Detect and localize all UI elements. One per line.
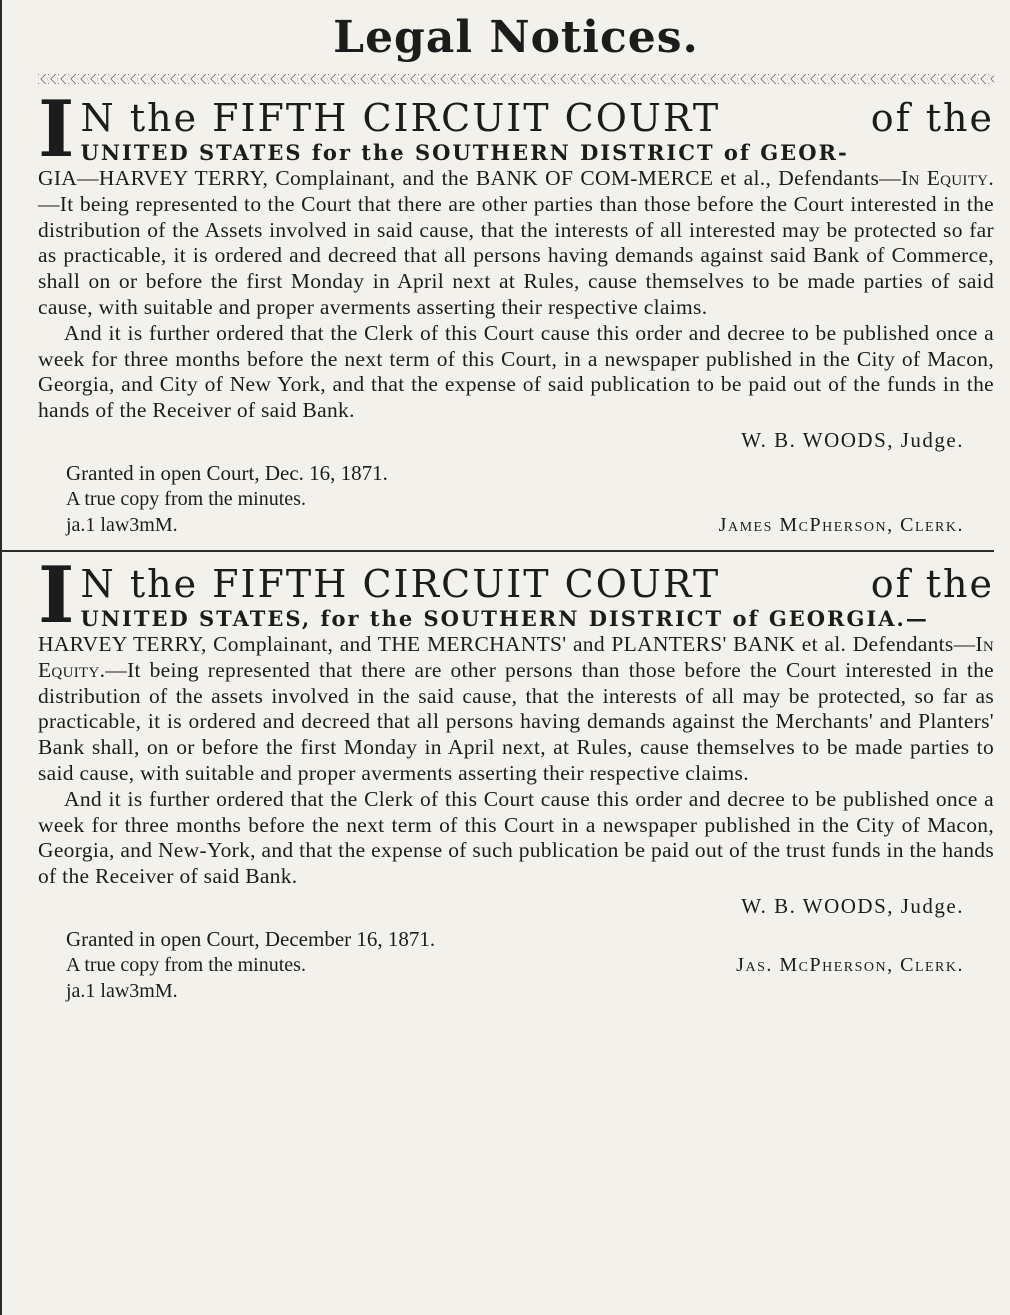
notice-paragraph-1: [38, 166, 994, 321]
judge-signature: W. B. WOODS, Judge.: [741, 427, 964, 452]
drop-cap: I: [38, 549, 75, 641]
true-copy-row: [38, 486, 994, 512]
granted-line: Granted in open Court, Dec. 16, 1871.: [66, 460, 388, 485]
notice-paragraph-2: And it is further ordered that the Clerk of this Court cause this order and decree to be published once a week for three months before the next term of this Court in a newspaper published in the City of Macon, Georgia, and New-York, and that the expense of such publication be paid out of the trust funds in the hands of the Receiver of said Bank.: [38, 786, 994, 889]
publication-ref: ja.1 law3mM.: [66, 513, 178, 536]
in-equity-text: In Equity.: [38, 631, 994, 682]
clerk-signature: James McPherson, Clerk.: [718, 513, 964, 536]
drop-cap: I: [38, 84, 75, 175]
court-title-main: N the FIFTH CIRCUIT COURT: [80, 561, 721, 606]
parties-text: HARVEY TERRY, Complainant, and THE MERCHANTS' and PLANTERS' BANK et al. Defendants—: [38, 631, 976, 656]
court-title: [81, 562, 995, 606]
true-copy-text: A true copy from the minutes.: [66, 487, 306, 510]
true-copy-row: [38, 952, 994, 978]
legal-notice-1: [38, 84, 994, 538]
legal-notice-2: [38, 549, 994, 1004]
wavy-rule: [38, 74, 994, 84]
notice-paragraph-2: And it is further ordered that the Clerk of this Court cause this order and decree to be published once a week for three months before the next term of this Court, in a newspaper published in the City of Macon, Georgia, and City of New York, and that the expense of said publication to be paid out of the funds in the hands of the Receiver of said Bank.: [38, 320, 994, 423]
reference-row: [38, 512, 994, 538]
granted-line: Granted in open Court, December 16, 1871.: [66, 926, 436, 951]
reference-row: [38, 978, 994, 1004]
section-title: Legal Notices.: [333, 12, 699, 63]
court-title-main: N the FIFTH CIRCUIT COURT: [80, 96, 721, 140]
notice-heading: [38, 549, 994, 641]
court-title-end: of the: [870, 96, 994, 140]
notice-divider: [2, 550, 994, 552]
court-title: [81, 96, 995, 140]
notice-heading: [38, 84, 994, 175]
judge-signature: W. B. WOODS, Judge.: [741, 893, 964, 918]
in-equity-text: In Equity.: [901, 166, 994, 190]
order-text: —It being represented that there are other persons than those before the Court interested in the distribution of the assets involved in the said cause, that the interests of all may be protected, so far as practicable, it is ordered and decreed that all persons having demands against the Merchants' and Planters' Bank shall, on or before the first Monday in April next, at Rules, cause themselves to be made parties to said cause, with suitable and proper averments asserting their respective claims.: [38, 657, 994, 785]
true-copy-text: A true copy from the minutes.: [66, 953, 306, 976]
court-title-end: of the: [870, 561, 994, 606]
publication-ref: ja.1 law3mM.: [66, 979, 178, 1002]
order-text: —It being represented to the Court that there are other parties than those before the Court interested in the distribution of the Assets involved in said cause, that the interests of all interested may be protected so far as practicable, it is ordered and decreed that all persons having demands against said Bank of Commerce, shall on or before the first Monday in April next at Rules, cause themselves to be made parties of said cause, with suitable and proper averments asserting their respective claims.: [38, 191, 994, 319]
clerk-signature: Jas. McPherson, Clerk.: [736, 953, 964, 976]
notice-paragraph-1: [38, 632, 994, 787]
parties-text: GIA—HARVEY TERRY, Complainant, and the BANK OF COM-MERCE et al., Defendants—: [38, 166, 901, 190]
district-line: UNITED STATES, for the SOUTHERN DISTRICT of GEORGIA.—: [80, 605, 929, 631]
district-line: UNITED STATES for the SOUTHERN DISTRICT of GEOR-: [80, 140, 849, 165]
